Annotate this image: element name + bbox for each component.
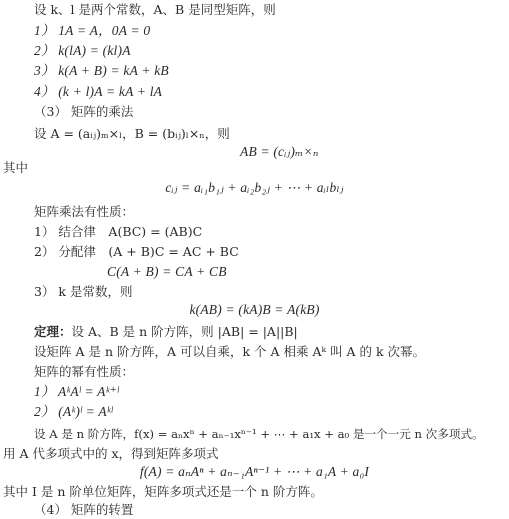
theorem-label: 定理： [34,324,72,339]
formula-line: 3） k(A + B) = kA + kB [34,63,169,78]
formula-line: 2） (Aᵏ)ˡ = Aᵏˡ [34,404,113,419]
text-line: 3） k 是常数，则 [34,284,133,299]
formula-line: 2） k(lA) = (kl)A [34,43,131,58]
text-line: 矩阵乘法有性质： [34,204,135,219]
formula-line: AB = (cᵢⱼ)ₘ×ₙ [240,144,319,159]
section-heading: （3） 矩阵的乘法 [34,104,134,119]
formula-line: cᵢⱼ = aᵢ₁b₁ⱼ + aᵢ₂b₂ⱼ + ⋯ + aᵢₗbₗⱼ [165,180,344,195]
text-line: 矩阵的幂有性质： [34,364,135,379]
text-line: 设 k、l 是两个常数，A、B 是同型矩阵，则 [34,2,276,17]
text-line: 1） 结合律 A(BC) = (AB)C [34,224,203,239]
text-line: 2） 分配律 (A + B)C = AC + BC [34,244,239,259]
text-line: 其中 I 是 n 阶单位矩阵，矩阵多项式还是一个 n 阶方阵。 [3,484,323,499]
text-line: 设矩阵 A 是 n 阶方阵，A 可以自乘，k 个 A 相乘 Aᵏ 叫 A 的 k 次幂。 [34,344,426,359]
theorem-line [34,324,298,340]
formula-line: C(A + B) = CA + CB [107,264,227,279]
formula-line: 1） 1A = A，0A = 0 [34,23,151,38]
section-heading: （4） 矩阵的转置 [34,502,134,517]
text-line: 用 A 代多项式中的 x，得到矩阵多项式 [3,446,219,461]
text-line: 设 A = (aᵢⱼ)ₘ×ₗ，B = (bᵢⱼ)ₗ×ₙ，则 [34,126,230,141]
text-line: 设 A 是 n 阶方阵，f(x) = aₙxⁿ + aₙ₋₁xⁿ⁻¹ + ⋯ + a₁x + a₀ 是一个一元 n 次多项式。 [34,427,484,441]
text-line: 其中 [3,160,29,175]
formula-line: k(AB) = (kA)B = A(kB) [189,302,320,317]
formula-line: f(A) = aₙAⁿ + aₙ₋₁Aⁿ⁻¹ + ⋯ + a₁A + a₀I [139,464,370,479]
theorem-text: 设 A、B 是 n 阶方阵，则 |AB| = |A||B| [71,324,298,339]
formula-line: 4） (k + l)A = kA + lA [34,84,163,99]
formula-line: 1） AᵏAˡ = Aᵏ⁺ˡ [34,384,119,399]
